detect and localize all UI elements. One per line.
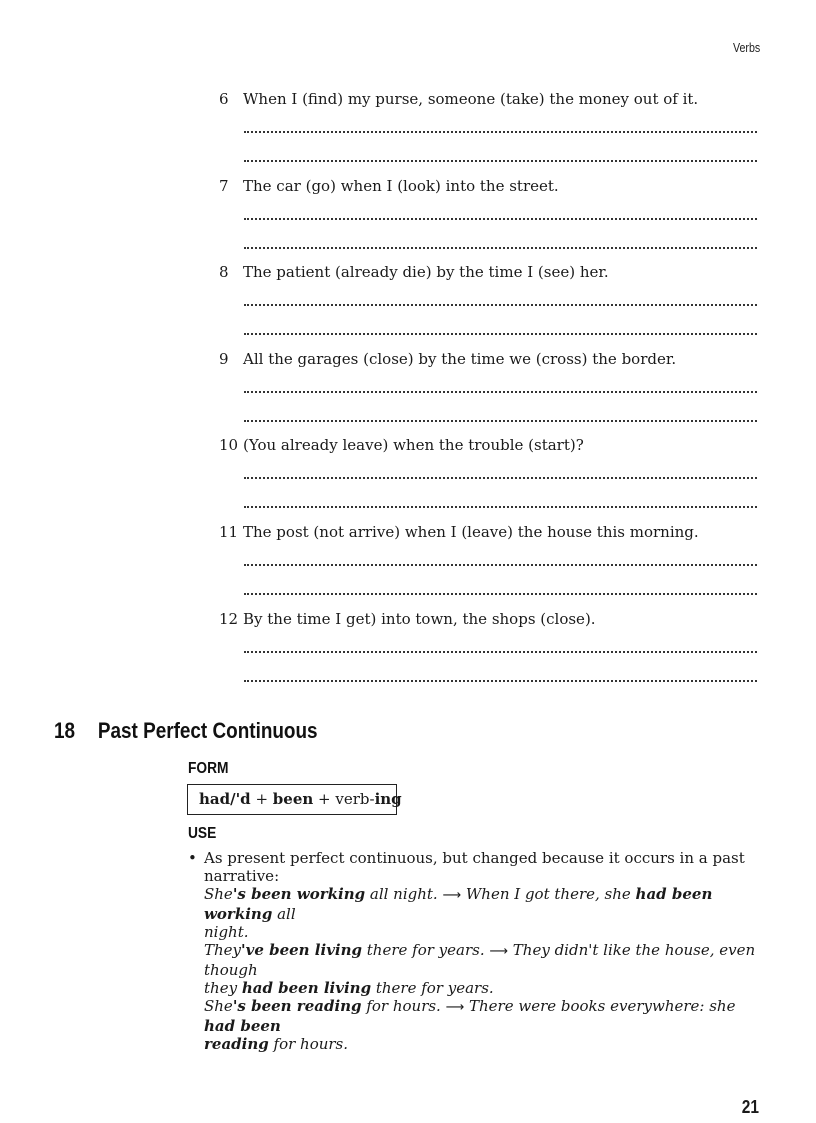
exercise-number: 8	[219, 263, 229, 281]
exercise-line	[219, 349, 759, 369]
answer-line[interactable]	[244, 160, 757, 162]
exercise-text: When I (find) my purse, someone (take) the money out of it.	[243, 90, 699, 108]
usage-example-line: She's been working all night. ⟶ When I got there, she had been working all	[204, 885, 713, 923]
use-intro-line-2: narrative:	[204, 867, 280, 885]
exercise-number: 7	[219, 177, 229, 195]
answer-line[interactable]	[244, 477, 757, 479]
formula-been: been	[272, 790, 314, 808]
exercise-line	[219, 435, 759, 455]
usage-example	[188, 941, 768, 997]
exercise-text: By the time I get) into town, the shops (close).	[243, 610, 596, 628]
answer-line[interactable]	[244, 131, 757, 133]
exercise-item	[219, 609, 759, 629]
arrow-icon: ⟶	[442, 888, 462, 903]
exercise-text: (You already leave) when the trouble (start)?	[243, 436, 584, 454]
exercise-text: The patient (already die) by the time I (see) her.	[243, 263, 609, 281]
answer-line[interactable]	[244, 564, 757, 566]
page-number: 21	[741, 1097, 759, 1117]
answer-line[interactable]	[244, 218, 757, 220]
answer-line[interactable]	[244, 247, 757, 249]
answer-line[interactable]	[244, 391, 757, 393]
answer-line[interactable]	[244, 420, 757, 422]
usage-example	[188, 997, 768, 1053]
exercise-item	[219, 89, 759, 109]
answer-line[interactable]	[244, 506, 757, 508]
exercise-line	[219, 609, 759, 629]
formula-plus: +	[250, 790, 273, 808]
exercise-text: The car (go) when I (look) into the street.	[243, 177, 559, 195]
usage-example-line: reading for hours.	[204, 1035, 349, 1053]
exercise-text: The post (not arrive) when I (leave) the house this morning.	[243, 523, 699, 541]
exercise-item	[219, 522, 759, 542]
exercise-number: 12	[219, 610, 239, 628]
section-number: 18	[54, 718, 76, 743]
use-label: USE	[188, 825, 217, 842]
exercise-number: 6	[219, 90, 229, 108]
answer-line[interactable]	[244, 680, 757, 682]
form-label: FORM	[188, 760, 229, 777]
usage-example-line: She's been reading for hours. ⟶ There were books everywhere: she had been	[204, 997, 736, 1035]
formula-ing: ing	[374, 790, 402, 808]
exercise-line	[219, 89, 759, 109]
usage-example-line: they had been living there for years.	[204, 979, 494, 997]
exercise-line	[219, 522, 759, 542]
usage-example-line: They've been living there for years. ⟶ They didn't like the house, even though	[204, 941, 756, 979]
exercise-line	[219, 176, 759, 196]
formula-verb: + verb-	[313, 790, 375, 808]
arrow-icon: ⟶	[445, 1000, 465, 1015]
answer-line[interactable]	[244, 333, 757, 335]
answer-line[interactable]	[244, 593, 757, 595]
exercise-number: 9	[219, 350, 229, 368]
formula-had: had/'d	[199, 790, 251, 808]
use-block	[188, 849, 768, 1053]
bullet-icon: •	[188, 849, 197, 867]
exercise-text: All the garages (close) by the time we (cross) the border.	[243, 350, 677, 368]
exercise-item	[219, 349, 759, 369]
section-title: Past Perfect Continuous	[97, 718, 318, 743]
use-intro	[188, 849, 768, 885]
arrow-icon: ⟶	[489, 944, 509, 959]
usage-example	[188, 885, 768, 941]
section-heading	[54, 718, 318, 744]
exercise-item	[219, 262, 759, 282]
exercise-number: 11	[219, 523, 239, 541]
answer-line[interactable]	[244, 304, 757, 306]
exercise-item	[219, 435, 759, 455]
form-formula-box	[187, 784, 402, 815]
exercise-item	[219, 176, 759, 196]
running-header: Verbs	[732, 40, 760, 55]
exercise-number: 10	[219, 436, 239, 454]
usage-example-line: night.	[204, 923, 249, 941]
answer-line[interactable]	[244, 651, 757, 653]
exercise-line	[219, 262, 759, 282]
use-intro-line-1: As present perfect continuous, but changed because it occurs in a past	[204, 849, 745, 867]
